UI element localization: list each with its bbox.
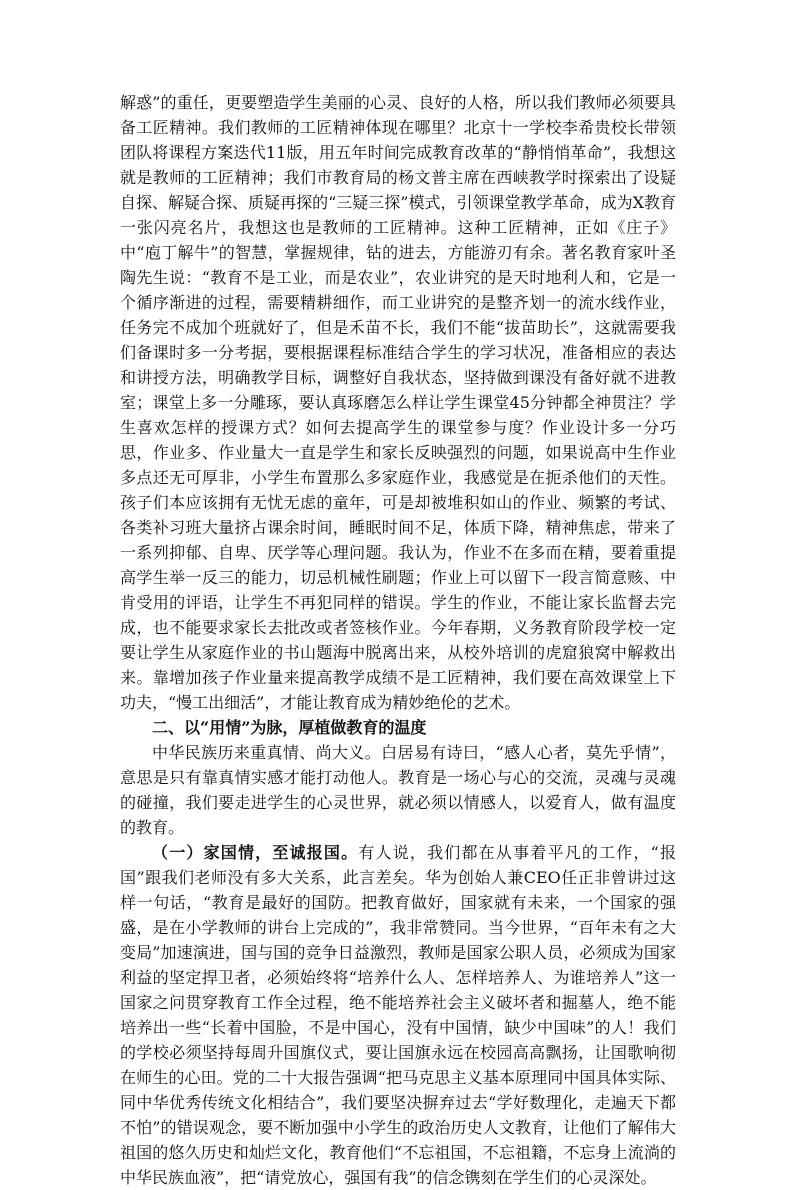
document-page: [120, 90, 676, 1190]
body-paragraph-emotion-intro: 中华民族历来重真情、尚大义。白居易有诗曰，“感人心者，莫先乎情”，意思是只有靠真情实感才能打动他人。教育是一场心与心的交流，灵魂与灵魂的碰撞，我们要走进学生的心灵世界，就必须以情感人，以爱育人，做有温度的教育。: [120, 743, 676, 837]
body-paragraph-patriotism: [120, 840, 676, 1190]
subsection-body-patriotism: 有人说，我们都在从事着平凡的工作，“报国”跟我们老师没有多大关系，此言差矣。华为创始人兼CEO任正非曾讲过这样一句话，“教育是最好的国防。把教育做好，国家就有未来，一个国家的强盛，是在小学教师的讲台上完成的”，我非常赞同。当今世界，“百年未有之大变局”加速演进，国与国的竞争日益激烈，教师是国家公职人员，必须成为国家利益的坚定捍卫者，必须始终将“培养什么人、怎样培养人、为谁培养人”这一国家之问贯穿教育工作全过程，绝不能培养社会主义破坏者和掘墓人，绝不能培养出一些“长着中国脸，不是中国心，没有中国情，缺少中国味”的人！我们的学校必须坚持每周升国旗仪式，要让国旗永远在校园高高飘扬，让国歌响彻在师生的心田。党的二十大报告强调“把马克思主义基本原理同中国具体实际、同中华优秀传统文化相结合”，我们要坚决摒弃过去“学好数理化，走遍天下都不怕”的错误观念，要不断加强中小学生的政治历史人文教育，让他们了解伟大祖国的悠久历史和灿烂文化，教育他们“不忘祖国，不忘祖籍，不忘身上流淌的中华民族血液”，把“请党放心，强国有我”的信念镌刻在学生们的心灵深处。: [120, 843, 676, 1187]
body-paragraph-craftsman-spirit: 解惑”的重任，更要塑造学生美丽的心灵、良好的人格，所以我们教师必须要具备工匠精神。我们教师的工匠精神体现在哪里？北京十一学校李希贵校长带领团队将课程方案迭代11版，用五年时间完成教育改革的“静悄悄革命”，我想这就是教师的工匠精神；我们市教育局的杨文普主席在西峡教学时探索出了设疑自探、解疑合探、质疑再探的“三疑三探”模式，引领课堂教学革命，成为X教育一张闪亮名片，我想这也是教师的工匠精神。这种工匠精神，正如《庄子》中“庖丁解牛”的智慧，掌握规律，钻的进去，方能游刃有余。著名教育家叶圣陶先生说：“教育不是工业，而是农业”，农业讲究的是天时地利人和，它是一个循序渐进的过程，需要精耕细作，而工业讲究的是整齐划一的流水线作业，任务完不成加个班就好了，但是禾苗不长，我们不能“拔苗助长”，这就需要我们备课时多一分考据，要根据课程标准结合学生的学习状况，准备相应的表达和讲授方法，明确教学目标，调整好自我状态，坚持做到课没有备好就不进教室；课堂上多一分雕琢，要认真琢磨怎么样让学生课堂45分钟都全神贯注？学生喜欢怎样的授课方式？如何去提高学生的课堂参与度？作业设计多一分巧思，作业多、作业量大一直是学生和家长反映强烈的问题，如果说高中生作业多点还无可厚非，小学生布置那么多家庭作业，我感觉是在扼杀他们的天性。孩子们本应该拥有无忧无虑的童年，可是却被堆积如山的作业、频繁的考试、各类补习班大量挤占课余时间，睡眠时间不足，体质下降，精神焦虑，带来了一系列抑郁、自卑、厌学等心理问题。我认为，作业不在多而在精，要着重提高学生举一反三的能力，切忌机械性刷题；作业上可以留下一段言简意赅、中肯受用的评语，让学生不再犯同样的错误。学生的作业，不能让家长监督去完成，也不能要求家长去批改或者签核作业。今年春期，义务教育阶段学校一定要让学生从家庭作业的书山题海中脱离出来，从校外培训的虎窟狼窝中解救出来。靠增加孩子作业量来提高教学成绩不是工匠精神，我们要在高效课堂上下功夫，“慢工出细活”，才能让教育成为精妙绝伦的艺术。: [120, 93, 676, 712]
subsection-lead-patriotism: （一）家国情，至诚报国。: [152, 843, 359, 862]
section-heading-two: 二、以“用情”为脉，厚植做教育的温度: [152, 718, 427, 737]
